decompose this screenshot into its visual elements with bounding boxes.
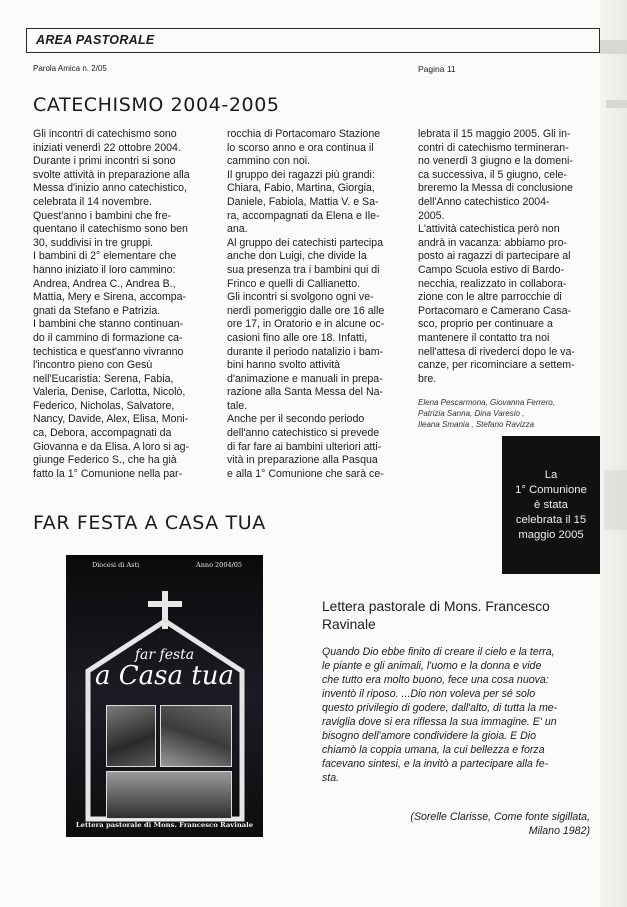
bleed-header [600,40,627,54]
text-line: giunge Federico S., che ha già [33,454,177,467]
text-line: Giovanna e da Elisa. A loro si ag- [33,440,190,453]
text-line: sco, proprio per continuare a [418,318,553,331]
text-line: dell'anno catechistico si prevede [227,427,380,440]
bleed-text [606,100,627,108]
bleed-text [604,470,627,530]
text-line: casioni fino alle ore 18. Infatti, [227,331,368,344]
quote-line: bisogno dell'amore condividere la gioia. E Dio [322,730,537,742]
text-line: 2005. [418,209,445,222]
text-line: svolte attività in preparazione alla [33,168,190,181]
quote-line: sta. [322,772,340,784]
text-line: lebrata il 15 maggio 2005. Gli in- [418,128,571,140]
text-line: posto ai ragazzi di partecipare al [418,250,571,263]
text-line: Gli incontri si svolgono ogni ve- [227,291,374,304]
text-line: Valeria, Denise, Carlotta, Nicolò, [33,386,186,399]
text-line: hanno iniziato il loro cammino: [33,263,176,276]
text-line: andrà in vacanza: abbiamo pro- [418,236,567,249]
text-line: rocchia di Portacomaro Stazione [227,128,381,140]
text-line: d'animazione e manuali in prepa- [227,372,383,385]
pull-quote-line: celebrata il 15 [515,514,587,526]
text-line: Federico, Nicholas, Salvatore, [33,399,175,412]
text-line: quentano il catechismo sono ben [33,223,188,236]
quote-line: raviglia dove si era riflessa la sua immagine. E' un [322,716,557,728]
text-line: Campo Scuola estivo di Bardo- [418,263,565,276]
poster-title-line1: far festa [134,647,195,663]
poster-footer: Lettera pastorale di Mons. Francesco Ravinale [75,821,254,829]
article-title-catechismo: CATECHISMO 2004-2005 [33,94,280,116]
article-column-1 [33,128,223,481]
text-line: mantenere il contatto tra noi [418,331,550,344]
text-line: Frinco e quelli di Callianetto. [227,277,361,290]
next-page-bleed [600,0,627,907]
text-line: ca, Debora, accompagnati da [33,427,172,440]
text-line: ra, accompagnati da Elena e Ile- [227,209,380,222]
poster-year: Anno 2004/05 [196,561,243,569]
text-line: breremo la Messa di conclusione [418,182,573,195]
quote-line: inventò il riposo. ...Dio non voleva per sé solo [322,688,536,700]
quote-line: Quando Dio ebbe finito di creare il cielo e la terra, [322,646,555,658]
letter-title-line: Lettera pastorale di Mons. Francesco [322,599,550,614]
letter-title [322,598,592,634]
pull-quote-line: è stata [534,499,568,511]
text-line: Daniele, Fabiola, Mattia V. e Sa- [227,195,379,208]
section-title: AREA PASTORALE [36,33,155,47]
quote-line: le piante e gli animali, l'uomo e la donna e vide [322,660,542,672]
text-line: no venerdì 3 giugno e la domeni- [418,155,573,168]
text-line: techistica e quest'anno vivranno [33,345,184,358]
credit-line: Milano 1982) [528,825,590,837]
text-line: anche don Luigi, che divide la [227,250,367,263]
text-line: L'attività catechistica però non [418,223,560,236]
signature-line: Patrizia Sanna, Dina Varesio , [418,409,525,418]
text-line: Gli incontri di catechismo sono [33,128,177,140]
photo-priest [106,705,156,767]
text-line: do il cammino di formazione ca- [33,331,183,344]
text-line: vità in preparazione alla Pasqua [227,454,378,467]
quote-line: che tutto era molto buono, fece una cosa nuova: [322,674,549,686]
credit-line: (Sorelle Clarisse, Come fonte sigillata, [410,811,590,823]
article-column-2 [227,128,419,481]
text-line: necchia, realizzato in collabora- [418,277,567,290]
text-line: durante il periodo natalizio i bam- [227,345,384,358]
text-line: ca successiva, il 5 giugno, cele- [418,168,567,181]
letter-quote-body [322,645,594,785]
text-line: cammino con noi. [227,155,311,168]
pastoral-letter-cover-image [66,555,263,837]
text-line: l'incontro pieno con Gesù [33,359,153,372]
article-title-far-festa: FAR FESTA A CASA TUA [33,512,266,534]
text-line: Quest'anno i bambini che fre- [33,209,172,222]
text-line: dell'Anno catechistico 2004- [418,195,550,208]
article-signatures [418,397,598,430]
text-line: Andrea, Andrea C., Andrea B., [33,277,176,290]
text-line: I bambini di 2° elementare che [33,250,177,263]
text-line: nell'attesa di rivederci dopo le va- [418,345,575,358]
text-line: iniziati venerdì 22 ottobre 2004. [33,141,181,154]
quote-line: chiamò la coppia umana, la cui bellezza e forza [322,744,545,756]
text-line: celebrata il 14 novembre. [33,195,152,208]
photo-procession [106,771,232,819]
text-line: nerdì pomeriggio dalle ore 16 alle [227,304,385,317]
page-number: Pagina 11 [418,64,456,74]
text-line: tale. [227,399,248,412]
signature-line: Elena Pescarmona, Giovanna Ferrero, [418,398,555,407]
text-line: Durante i primi incontri si sono [33,155,176,168]
text-line: Chiara, Fabio, Martina, Giorgia, [227,182,375,195]
text-line: I bambini che stanno continuan- [33,318,184,331]
text-line: gnati da Stefano e Patrizia. [33,304,161,317]
letter-title-line: Ravinale [322,617,376,632]
poster-title-line2: a Casa tua [95,661,234,691]
text-line: Anche per il secondo periodo [227,413,365,426]
quote-line: facevano sintesi, e la invitò a partecipare alla fe- [322,758,549,770]
text-line: zione con le altre parrocchie di [418,291,562,304]
signature-line: Ileana Smania , Stefano Ravizza [418,420,535,429]
issue-label: Parola Amica n. 2/05 [33,64,107,73]
text-line: di far fare ai bambini ulteriori atti- [227,440,382,453]
text-line: Il gruppo dei ragazzi più grandi: [227,168,375,181]
pull-quote-box [502,436,600,574]
pull-quote-line: 1° Comunione [515,484,587,496]
pull-quote-line: La [544,469,558,481]
text-line: Messa d'inizio anno catechistico, [33,182,187,195]
article-column-3 [418,128,600,386]
text-line: lo scorso anno e ora continua il [227,141,374,154]
text-line: Portacomaro e Camerano Casa- [418,304,572,317]
photo-gathering [160,705,232,767]
text-line: sua presenza tra i bambini qui di [227,263,380,276]
quote-line: questo privilegio di godere, dall'alto, di tutta la me- [322,702,558,714]
text-line: ore 17, in Oratorio e in alcune oc- [227,318,385,331]
text-line: nell'Eucaristia: Serena, Fabia, [33,372,174,385]
text-line: bre. [418,372,437,385]
text-line: e alla 1° Comunione che sarà ce- [227,467,384,480]
text-line: contri di catechismo termineran- [418,141,569,154]
text-line: 30, suddivisi in tre gruppi. [33,236,154,249]
text-line: Al gruppo dei catechisti partecipa [227,236,384,249]
text-line: ana. [227,223,248,236]
text-line: Nancy, Davide, Alex, Elisa, Moni- [33,413,189,426]
text-line: fatto la 1° Comunione nella par- [33,467,183,480]
text-line: canze, per ricominciare a settem- [418,359,575,372]
text-line: razione alla Santa Messa del Na- [227,386,384,399]
text-line: bini hanno svolto attività [227,359,341,372]
text-line: Mattia, Mery e Sirena, accompa- [33,291,187,304]
pull-quote-line: maggio 2005 [518,529,584,541]
poster-diocese: Diocesi di Asti [92,561,140,569]
quote-credit [360,810,590,838]
